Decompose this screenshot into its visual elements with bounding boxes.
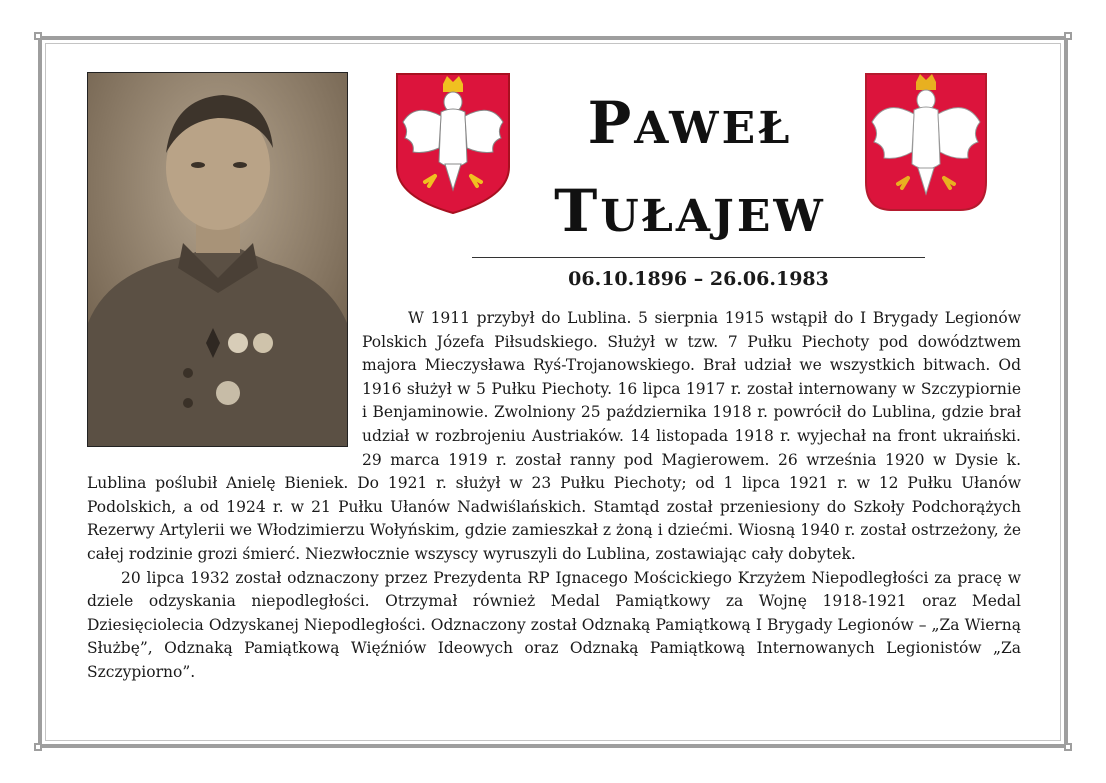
polish-eagle-emblem-right [864,72,988,215]
corner-ornament-bottom-right [1064,743,1072,751]
life-dates: 06.10.1896 – 26.06.1983 [568,268,829,290]
biography-text [87,307,1021,732]
last-name-rest: UŁAJEW [600,191,826,242]
first-name-initial: P [587,89,635,157]
corner-ornament-top-right [1064,32,1072,40]
corner-ornament-bottom-left [34,743,42,751]
polish-eagle-emblem-left [395,72,511,215]
title-divider [472,257,925,258]
photo-wrap-spacer [87,307,362,449]
last-name-heading [520,177,860,245]
first-name-heading [520,89,860,157]
last-name-initial: T [554,177,601,245]
corner-ornament-top-left [34,32,42,40]
biography-paragraph-1: W 1911 przybył do Lublina. 5 sierpnia 1915 wstąpił do I Brygady Legionów Polskich Józefa Piłsudskiego. Służył w tzw. 7 Pułku Piechoty pod dowództwem majora Mieczysława Ryś-Trojanowskiego. Brał udział we wszystkich bitwach. Od 1916 służył w 5 Pułku Piechoty. 16 lipca 1917 r. został internowany w Szczypiornie i Benjaminowie. Zwolniony 25 października 1918 r. powrócił do Lublina, gdzie brał udział w rozbrojeniu Austriaków. 14 listopada 1918 r. wyjechał na front ukraiński. 29 marca 1919 r. został ranny pod Magierowem. 26 września 1920 w Dysie k. Lublina poślubił Anielę Bieniek. Do 1921 r. służył w 23 Pułku Piechoty; od 1 lipca 1921 r. w 12 Pułku Ułanów Podolskich, a od 1924 r. w 21 Pułku Ułanów Nadwiślańskich. Stamtąd został przeniesiony do Szkoły Podchorążych Rezerwy Artylerii we Włodzimierzu Wołyńskim, gdzie zamieszkał z żoną i dziećmi. Wiosną 1940 r. został ostrzeżony, że całej rodzinie grozi śmierć. Niezwłocznie wszyscy wyruszyli do Lublina, zostawiając cały dobytek. [87,309,1021,563]
first-name-rest: AWEŁ [634,103,793,154]
biography-paragraph-2: 20 lipca 1932 został odznaczony przez Prezydenta RP Ignacego Mościckiego Krzyżem Niepodległości za pracę w dziele odzyskania niepodległości. Otrzymał również Medal Pamiątkowy za Wojnę 1918-1921 oraz Medal Dziesięciolecia Odzyskanej Niepodległości. Odznaczony został Odznaką Pamiątkową I Brygady Legionów – „Za Wierną Służbę”, Odznaką Pamiątkową Więźniów Ideowych oraz Odznaką Pamiątkową Internowanych Legionistów „Za Szczypiorno”. [87,568,1021,681]
